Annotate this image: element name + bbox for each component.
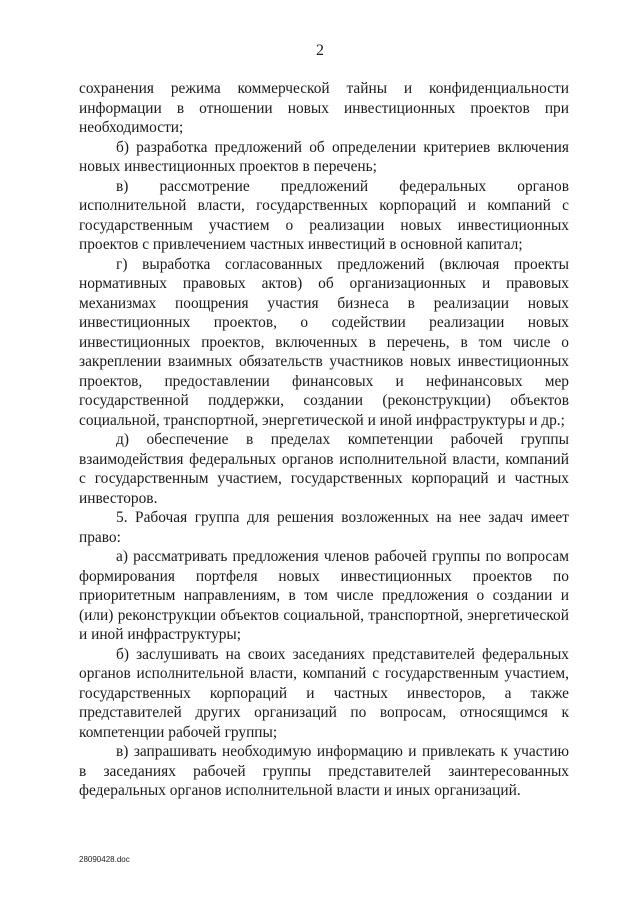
paragraph-confidentiality-continuation: сохранения режима коммерческой тайны и конфиденциальности информации в отношении новых инвестиционных проектов при необходимости; bbox=[79, 80, 569, 136]
paragraph-item-b-criteria: б) разработка предложений об определении критериев включения новых инвестиционных проектов в перечень; bbox=[79, 138, 569, 175]
footer-file-code: 28090428.doc bbox=[79, 855, 130, 864]
paragraph-right-b-hear-representatives: б) заслушивать на своих заседаниях представителей федеральных органов исполнительной власти, компаний с государственным участием, государственных корпораций и частных инвесторов, а также представителей других организаций по вопросам, относящимся к компетенции рабочей группы; bbox=[79, 645, 569, 741]
paragraph-section-5-rights: 5. Рабочая группа для решения возложенных на нее задач имеет право: bbox=[79, 509, 569, 546]
paragraph-right-a-review-proposals: а) рассматривать предложения членов рабочей группы по вопросам формирования портфеля новых инвестиционных проектов по приоритетным направлениям, в том числе предложения о создании и (или) реконструкции объектов социальной, транспортной, энергетической и иной инфраструктуры; bbox=[79, 548, 569, 643]
paragraph-item-d-interaction: д) обеспечение в пределах компетенции рабочей группы взаимодействия федеральных органов исполнительной власти, компаний с государственным участием, государственных корпораций и частных инвесторов. bbox=[79, 431, 569, 507]
document-body bbox=[79, 79, 569, 801]
page-number: 2 bbox=[316, 42, 324, 59]
paragraph-right-v-request-information: в) запрашивать необходимую информацию и привлекать к участию в заседаниях рабочей группы представителей заинтересованных федеральных органов исполнительной власти и иных организаций. bbox=[79, 743, 569, 799]
paragraph-item-v-proposals-review: в) рассмотрение предложений федеральных органов исполнительной власти, государственных корпораций и компаний с государственным участием о реализации новых инвестиционных проектов с привлечением частных инвестиций в основной капитал; bbox=[79, 177, 569, 253]
paragraph-item-g-agreed-proposals: г) выработка согласованных предложений (включая проекты нормативных правовых актов) об организационных и правовых механизмах поощрения участия бизнеса в реализации новых инвестиционных проектов, о содействии реализации новых инвестиционных проектов, включенных в перечень, в том числе о закреплении взаимных обязательств участников новых инвестиционных проектов, предоставлении финансовых и нефинансовых мер государственной поддержки, создании (реконструкции) объектов социальной, транспортной, энергетической и иной инфраструктуры и др.; bbox=[79, 255, 569, 429]
